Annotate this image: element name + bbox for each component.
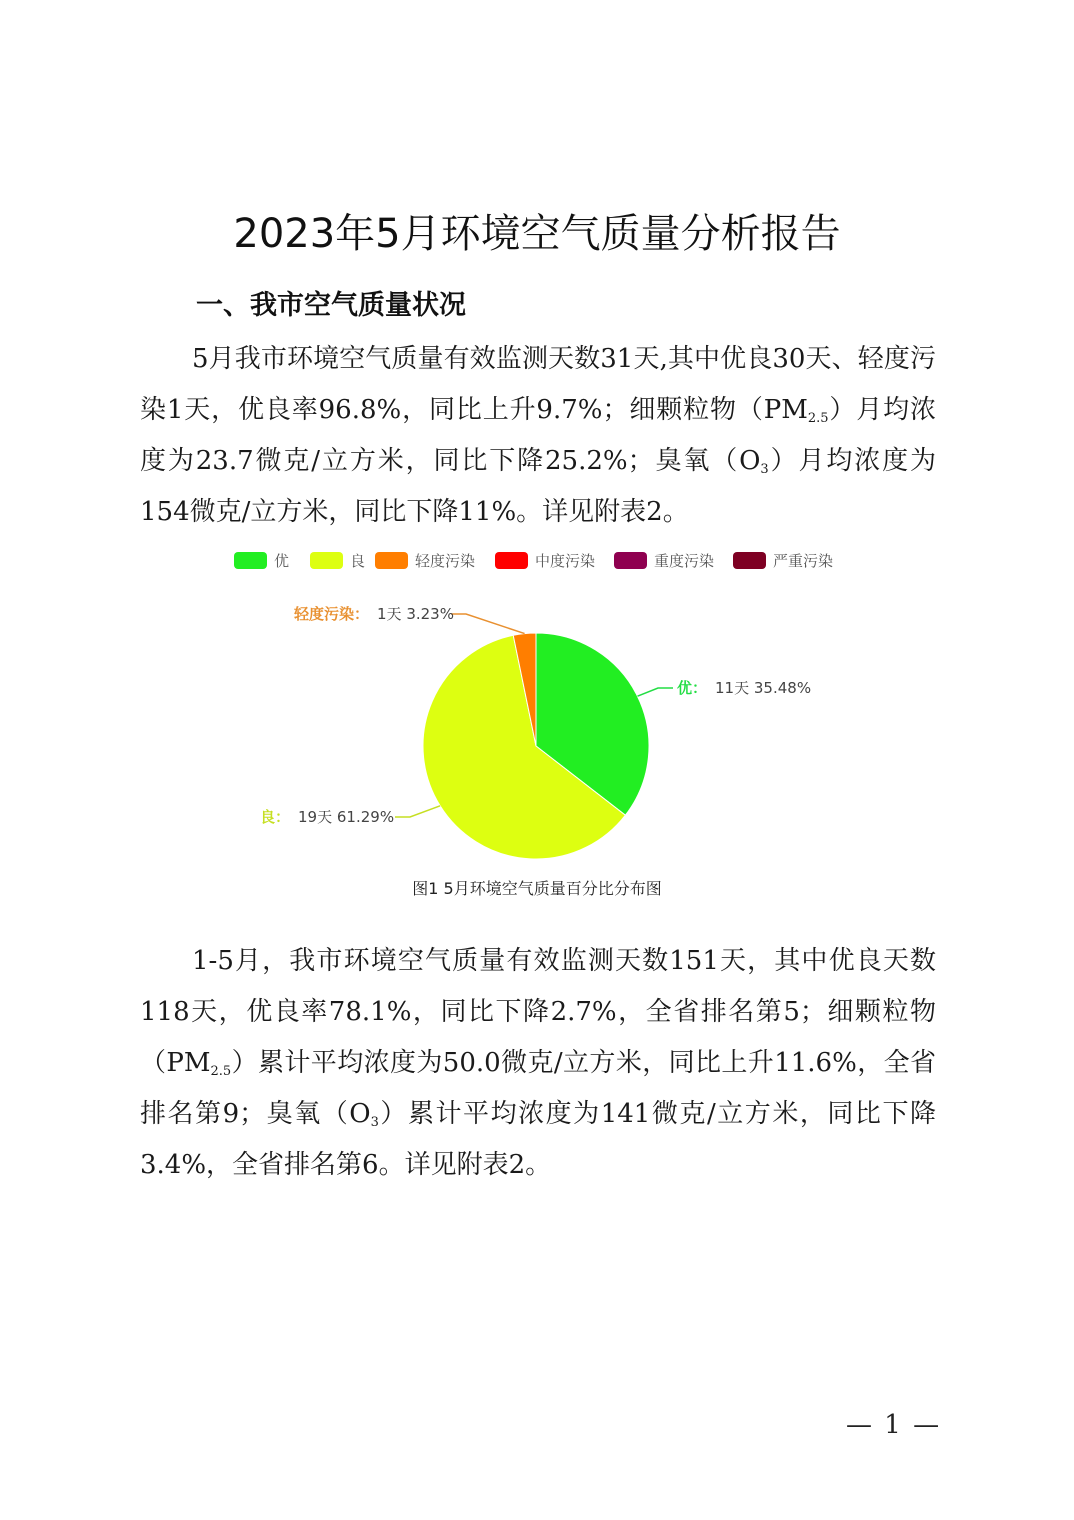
legend-item[interactable] — [310, 552, 365, 570]
legend-swatch — [733, 552, 766, 569]
legend-swatch — [234, 552, 267, 569]
p1-subscript-pm: 2.5 — [807, 411, 829, 426]
legend-label: 优 — [274, 552, 290, 570]
p2-text-c: ）累计平均浓度为141微克/立方米，同比下降3.4%，全省排名第6。详见附表2。 — [140, 1099, 936, 1180]
paragraph-jan-may-summary — [140, 936, 936, 1191]
p2-text-b: ）累计平均浓度为50.0微克/立方米，同比上升11.6%，全省排名第9；臭氧（O — [140, 1048, 936, 1129]
page-number: — 1 — — [846, 1410, 942, 1440]
legend-label: 轻度污染 — [415, 552, 476, 570]
legend-swatch — [375, 552, 408, 569]
legend-item[interactable] — [234, 552, 289, 570]
legend-item[interactable] — [733, 552, 833, 570]
slice-value: 11天 35.48% — [715, 679, 812, 697]
legend-item[interactable] — [375, 552, 475, 570]
label-leader-line — [395, 806, 440, 817]
slice-label — [677, 679, 811, 697]
p1-text-b: ）月均浓度为23.7微克/立方米，同比下降25.2%；臭氧（O — [140, 395, 936, 476]
p1-text-a: 5月我市环境空气质量有效监测天数31天,其中优良30天、轻度污染1天，优良率96.8%，同比上升9.7%；细颗粒物（PM — [140, 344, 936, 425]
legend-item[interactable] — [614, 552, 714, 570]
pie-chart — [230, 545, 850, 870]
slice-name: 良： — [260, 808, 291, 826]
legend-label: 严重污染 — [773, 552, 834, 570]
legend-label: 良 — [350, 552, 366, 570]
p1-subscript-o3: 3 — [760, 462, 769, 477]
slice-value: 1天 3.23% — [377, 605, 454, 623]
p2-subscript-o3: 3 — [370, 1115, 379, 1130]
p2-text-a: 1-5月，我市环境空气质量有效监测天数151天，其中优良天数118天，优良率78.1%，同比下降2.7%，全省排名第5；细颗粒物（PM — [140, 946, 936, 1078]
label-leader-line — [451, 614, 525, 634]
chart-legend — [234, 552, 833, 570]
slice-label — [260, 808, 394, 826]
legend-swatch — [495, 552, 528, 569]
slice-name: 优： — [677, 679, 708, 697]
figure-caption: 图1 5月环境空气质量百分比分布图 — [412, 879, 662, 898]
slice-name: 轻度污染： — [294, 605, 370, 623]
p2-subscript-pm: 2.5 — [210, 1064, 232, 1079]
label-leader-line — [638, 688, 674, 696]
pie-slices — [423, 633, 649, 859]
section-heading: 一、我市空气质量状况 — [196, 290, 466, 321]
legend-item[interactable] — [495, 552, 595, 570]
slice-label — [293, 605, 454, 623]
p1-text-c: ）月均浓度为154微克/立方米，同比下降11%。详见附表2。 — [140, 446, 936, 527]
legend-label: 中度污染 — [535, 552, 596, 570]
paragraph-may-summary — [140, 334, 936, 538]
slice-value: 19天 61.29% — [298, 808, 395, 826]
legend-swatch — [614, 552, 647, 569]
legend-label: 重度污染 — [654, 552, 715, 570]
document-title: 2023年5月环境空气质量分析报告 — [233, 211, 841, 257]
legend-swatch — [310, 552, 343, 569]
